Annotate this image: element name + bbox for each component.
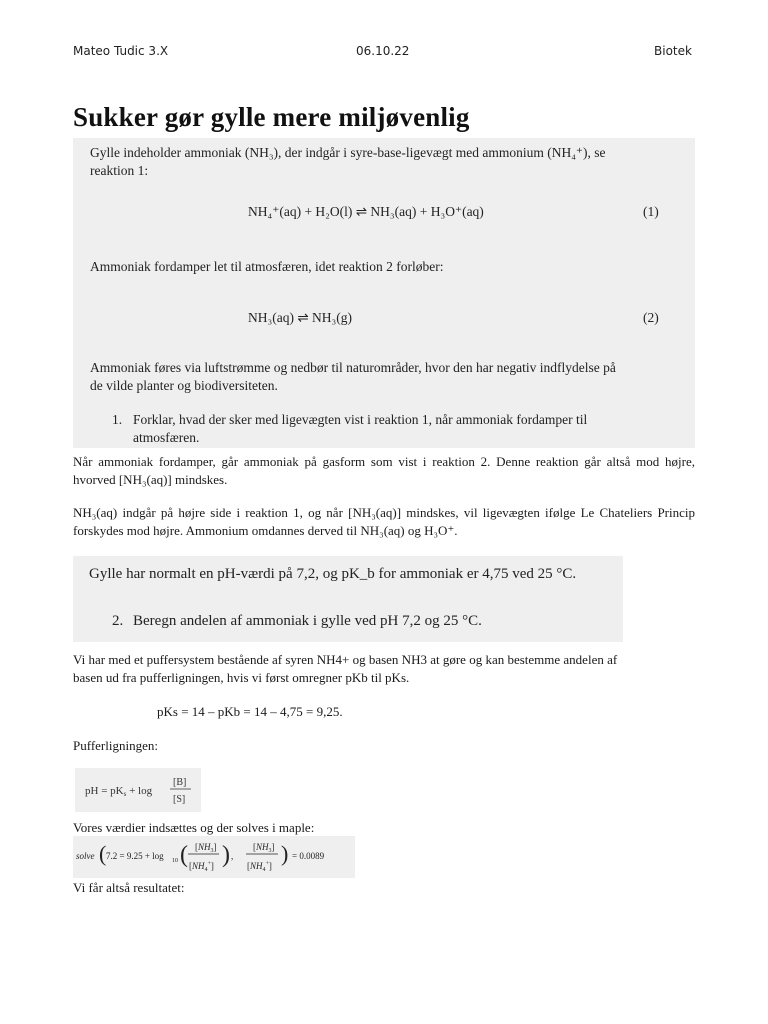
page-title: Sukker gør gylle mere miljøvenlig (73, 102, 470, 132)
header-author: Mateo Tudic 3.X (73, 44, 169, 58)
intro-line-1: Gylle indeholder ammoniak (NH₃), der indgår i syre-base-ligevægt med ammonium (NH₄⁺), se (90, 145, 606, 160)
question-1-line-1: Forklar, hvad der sker med ligevægten vist i reaktion 1, når ammoniak fordamper til (133, 412, 588, 427)
header-date: 06.10.22 (356, 44, 410, 58)
intro-line-2: reaktion 1: (90, 163, 149, 178)
assignment-excerpt-1 (73, 138, 695, 448)
maple-solve-image (73, 836, 355, 878)
svg-text:): ) (222, 842, 230, 868)
svg-text:,: , (231, 851, 234, 861)
question-1-number: 1. (112, 412, 123, 427)
reaction-1: NH₄⁺(aq) + H₂O(l) ⇌ NH₃(aq) + H₃O⁺(aq) (248, 204, 484, 219)
svg-text:[NH4+]: $[NH_4^+]$ (189, 861, 214, 873)
svg-text:[S]: [S] (173, 794, 186, 805)
reaction-2-number: (2) (643, 310, 659, 325)
svg-text:7.2 = 9.25 + log: 7.2 = 9.25 + log (106, 851, 164, 861)
svg-text:(: ( (99, 841, 107, 866)
reaction-2: NH₃(aq) ⇌ NH₃(g) (248, 310, 352, 325)
svg-text:[NH4+]: $[NH_4^+]$ (247, 861, 272, 873)
reaction-1-number: (1) (643, 204, 659, 219)
buffer-equation-image (75, 768, 201, 812)
svg-text:[B]: [B] (173, 777, 187, 788)
effect-line-2: de vilde planter og biodiversiteten. (90, 378, 278, 393)
ph-info: Gylle har normalt en pH-værdi på 7,2, og pK_b for ammoniak er 4,75 ved 25 °C. (89, 566, 577, 582)
svg-text:(: ( (180, 842, 188, 868)
svg-text:= 0.0089: = 0.0089 (292, 851, 325, 861)
question-2-number: 2. (112, 613, 124, 629)
svg-text:[NH3]: $[NH_3]$ (195, 842, 217, 854)
buffer-equation-label: Pufferligningen: (73, 738, 158, 753)
svg-text:pH = pKs + log: pH = pKs + log (85, 785, 153, 798)
answer-1-paragraph-1: Når ammoniak fordamper, går ammoniak på gasform som vist i reaktion 2. Denne reaktion går altså mod højre, hvorved [NH₃(aq)] mindskes. (73, 454, 695, 487)
svg-text:solve: solve (76, 851, 95, 861)
svg-text:): ) (281, 841, 289, 866)
pks-calculation: pKs = 14 – pKb = 14 – 4,75 = 9,25. (157, 704, 343, 719)
result-intro: Vi får altså resultatet: (73, 880, 185, 895)
evaporation-text: Ammoniak fordamper let til atmosfæren, idet reaktion 2 forløber: (90, 259, 444, 274)
question-1-line-2: atmosfæren. (133, 430, 200, 445)
svg-text:10: 10 (172, 858, 178, 864)
svg-text:[NH3]: $[NH_3]$ (253, 842, 275, 854)
maple-intro: Vores værdier indsættes og der solves i maple: (73, 820, 315, 835)
question-2-text: Beregn andelen af ammoniak i gylle ved pH 7,2 og 25 °C. (133, 613, 482, 629)
answer-2-paragraph: Vi har med et puffersystem bestående af syren NH4+ og basen NH3 at gøre og kan bestemme andelen af basen ud fra pufferligningen, hvis vi først omregner pKb til pKs. (73, 652, 618, 685)
effect-line-1: Ammoniak føres via luftstrømme og nedbør til naturområder, hvor den har negativ indflydelse på (90, 360, 616, 375)
header-subject: Biotek (654, 44, 692, 58)
answer-1-paragraph-2: NH₃(aq) indgår på højre side i reaktion 1, og når [NH₃(aq)] mindskes, vil ligevægten ifølge Le Chateliers Princip forskydes mod højre. Ammonium omdannes derved til NH₃(aq) og H₃O⁺. (73, 505, 695, 538)
assignment-excerpt-2 (73, 556, 623, 642)
